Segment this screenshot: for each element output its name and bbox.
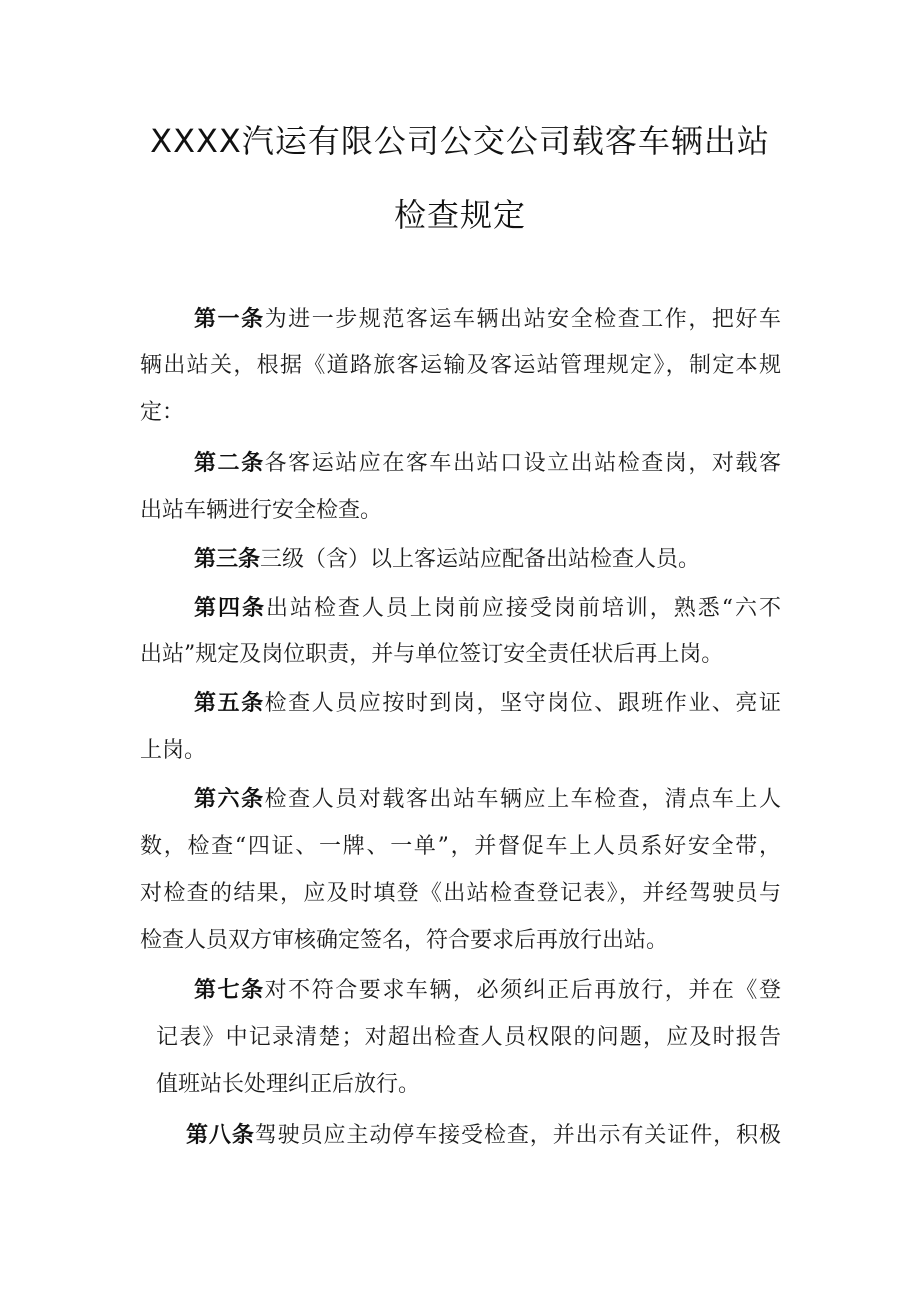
article-4-line-2: 出站”规定及岗位职责，并与单位签订安全责任状后再上岗。: [140, 642, 724, 667]
article-1-line-1: [194, 305, 781, 335]
article-2-heading: 第二条: [194, 451, 265, 476]
document-title-line-1: XXXX汽运有限公司公交公司载客车辆出站: [150, 122, 770, 160]
article-1-heading: 第一条: [194, 307, 265, 332]
article-7-line-1: [194, 976, 781, 1006]
article-1-line-3: 定：: [140, 400, 185, 425]
article-2-text-1: 各客运站应在客车出站口设立出站检查岗，对载客: [264, 451, 781, 476]
article-6-line-3: 对检查的结果，应及时填登《出站检查登记表》，并经驾驶员与: [140, 881, 781, 906]
article-4-line-1: [194, 594, 781, 624]
article-3-text-1: 三级（含）以上客运站应配备出站检查人员。: [260, 547, 701, 572]
article-4-heading: 第四条: [194, 596, 266, 621]
article-5-line-2: 上岗。: [140, 738, 207, 763]
article-8-line-1: [186, 1121, 781, 1151]
document-title-line-2: 检查规定: [393, 196, 526, 234]
article-7-text-1: 对不符合要求车辆，必须纠正后再放行，并在《登: [264, 978, 781, 1003]
article-2-line-2: 出站车辆进行安全检查。: [140, 498, 383, 523]
article-6-text-1: 检查人员对载客出站车辆应上车检查，清点车上人: [264, 787, 781, 812]
article-5-text-1: 检查人员应按时到岗，坚守岗位、跟班作业、亮证: [264, 691, 781, 716]
article-7-line-2: 记表》中记录清楚；对超出检查人员权限的问题，应及时报告: [156, 1025, 781, 1050]
article-7-line-3: 值班站长处理纠正后放行。: [156, 1072, 421, 1097]
article-1-line-2: 辆出站关，根据《道路旅客运输及客运站管理规定》，制定本规: [140, 353, 781, 378]
article-2-line-1: [194, 449, 781, 479]
article-5-line-1: [194, 689, 781, 719]
article-6-line-4: 检查人员双方审核确定签名，符合要求后再放行出站。: [140, 928, 669, 953]
article-5-heading: 第五条: [194, 691, 265, 716]
article-3-heading: 第三条: [194, 547, 261, 572]
article-6-line-2: 数，检查“四证、一牌、一单”，并督促车上人员系好安全带，: [140, 834, 781, 859]
article-6-line-1: [194, 785, 781, 815]
article-4-text-1: 出站检查人员上岗前应接受岗前培训，熟悉“六不: [265, 596, 781, 621]
article-3-line-1: [194, 545, 700, 575]
article-1-text-1: 为进一步规范客运车辆出站安全检查工作，把好车: [264, 307, 781, 332]
article-8-heading: 第八条: [186, 1123, 255, 1148]
article-8-text-1: 驾驶员应主动停车接受检查，并出示有关证件，积极: [254, 1123, 781, 1148]
article-6-heading: 第六条: [194, 787, 265, 812]
article-7-heading: 第七条: [194, 978, 265, 1003]
